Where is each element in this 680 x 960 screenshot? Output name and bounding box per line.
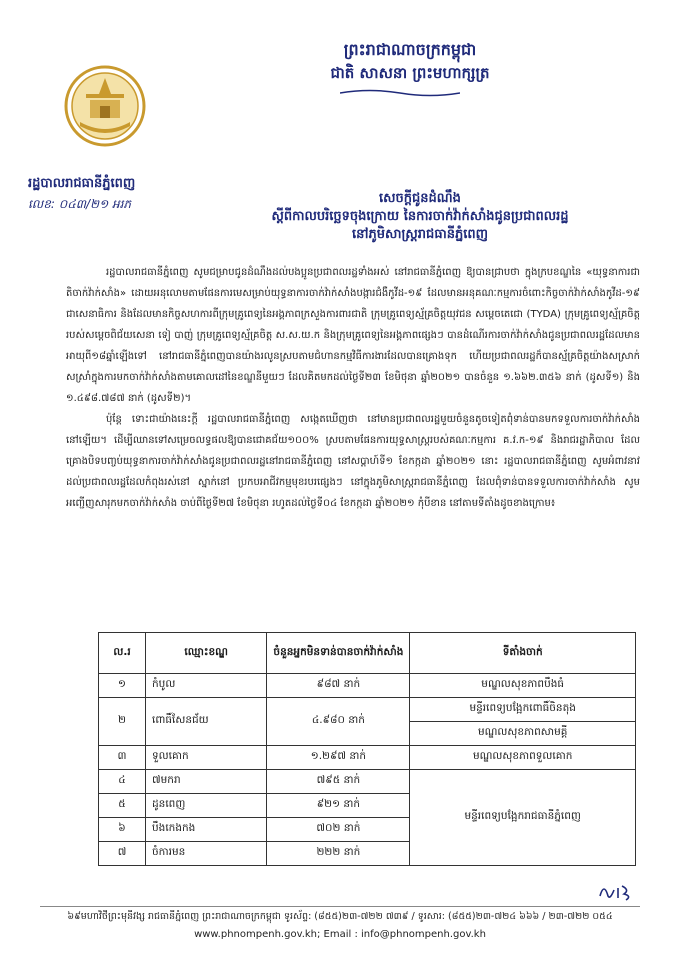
row-count: ៤.៩៨០ នាក់ xyxy=(267,698,410,746)
row-district: ដូនពេញ xyxy=(146,794,267,818)
row-no: ២ xyxy=(99,698,146,746)
row-district: ពោធិ៍សែនជ័យ xyxy=(146,698,267,746)
row-count: ១.២៩៧ នាក់ xyxy=(267,746,410,770)
row-count: ៧០២ នាក់ xyxy=(267,818,410,842)
sender-org: រដ្ឋបាលរាជធានីភ្នំពេញ xyxy=(28,176,136,191)
table-row xyxy=(99,770,636,794)
kingdom-heading: ព្រះរាជាណាចក្រកម្ពុជា xyxy=(343,40,477,59)
row-location: មន្ទីរពេទ្យបង្អែកពោធិ៍ចិនតុង xyxy=(410,698,636,722)
title-line-2: ស្តីពីកាលបរិច្ឆេទចុងក្រោយ នៃការចាក់វ៉ាក់សាំងជូនប្រជាពលរដ្ឋ xyxy=(271,209,569,224)
header-district: ឈ្មោះខណ្ឌ xyxy=(146,633,267,674)
row-location: មណ្ឌលសុខភាពទួលគោក xyxy=(410,746,636,770)
ministry-seal-icon xyxy=(64,64,146,148)
row-district: បឹងកេងកង xyxy=(146,818,267,842)
table-header-row xyxy=(99,633,636,674)
title-line-3: នៅភូមិសាស្ត្ររាជធានីភ្នំពេញ xyxy=(352,227,488,242)
table-row xyxy=(99,698,636,722)
table-row xyxy=(99,746,636,770)
row-district: កំបូល xyxy=(146,674,267,698)
row-district: ចំការមន xyxy=(146,842,267,866)
initials-signature-icon xyxy=(596,880,636,902)
header-location: ទីតាំងចាក់ xyxy=(410,633,636,674)
row-count: ៧៩៥ នាក់ xyxy=(267,770,410,794)
body-paragraph-1: រដ្ឋបាលរាជធានីភ្នំពេញ សូមជម្រាបជូនដំណឹងដល់បងប្អូនប្រជាពលរដ្ឋទាំងអស់ នៅរាជធានីភ្នំពេញ ឱ្យបានជ្រាបថា ក្នុងក្របខណ្ឌនៃ «យុទ្ធនាការជាតិចាក់វ៉ាក់សាំង» ដោយអនុលោមតាមផែនការមេសម្រាប់យុទ្ធនាការចាក់វ៉ាក់សាំងបង្ការជំងឺកូវីដ-១៩ ដែលមានអនុគណៈកម្មការចំពោះកិច្ចចាក់វ៉ាក់សាំងកូវីដ-១៩ ជាសេនាធិការ និងដែលមានកិច្ចសហការពីក្រុមគ្រូពេទ្យនៃអង្គភាពក្រសួងការពារជាតិ ក្រុមគ្រូពេទ្យស្ម័គ្រចិត្តយុវជន សម្តេចតេជោ (TYDA) ក្រុមគ្រូពេទ្យស្ម័គ្រចិត្តរបស់សម្តេចពិជ័យសេនា ទៀ បាញ់ ក្រុមគ្រូពេទ្យស្ម័គ្រចិត្ត ស.ស.យ.ក និងក្រុមគ្រូពេទ្យនៃអង្គភាពផ្សេងៗ បានដំណើរការចាក់វ៉ាក់សាំងជូនប្រជាពលរដ្ឋដែលមានអាយុពី១៨ឆ្នាំឡើងទៅ នៅរាជធានីភ្នំពេញបានយ៉ាងរលូនស្របតាមជំហានកម្មវិធីការងារដែលបានគ្រោងទុក ហើយប្រជាពលរដ្ឋក៏បានស្ម័គ្រចិត្តយ៉ាងសស្រាក់សស្រាំក្នុងការមកចាក់វ៉ាក់សាំងតាមគោលដៅនៃខណ្ឌនីមួយៗ ដែលគិតមកដល់ថ្ងៃទី២៣ ខែមិថុនា ឆ្នាំ២០២១ បានចំនួន ១.៦៦២.៣៥៦ នាក់ (ដូសទី១) និង ១.៤៩៨.៧៨៧ នាក់ (ដូសទី២)។ xyxy=(66,267,640,404)
footer-address: ៦៩មហាវិថីព្រះមុនីវង្ស រាជធានីភ្នំពេញ ព្រះរាជាណាចក្រកម្ពុជា ទូរស័ព្ទ: (៨៥៥)២៣-៧២២ ៧៣៩ / ទូរសារ: (៨៥៥)២៣-៧២៤ ៦៦៦ / ២៣-៧២២ ០៥៤ xyxy=(67,911,613,922)
row-district: ៧មករា xyxy=(146,770,267,794)
national-motto: ជាតិ សាសនា ព្រះមហាក្សត្រ xyxy=(330,64,490,82)
row-no: ៣ xyxy=(99,746,146,770)
row-district: ទួលគោក xyxy=(146,746,267,770)
notice-body xyxy=(66,262,640,514)
table-row xyxy=(99,674,636,698)
row-location-merged: មន្ទីរពេទ្យបង្អែករាជធានីភ្នំពេញ xyxy=(410,770,636,866)
row-count: ២២២ នាក់ xyxy=(267,842,410,866)
header-count: ចំនួនអ្នកមិនទាន់បានចាក់វ៉ាក់សាំង xyxy=(267,633,410,674)
footer-contact: www.phnompenh.gov.kh; Email : info@phnompenh.gov.kh xyxy=(194,929,486,940)
footer-divider xyxy=(40,906,640,907)
row-location-secondary: មណ្ឌលសុខភាពសាមគ្គី xyxy=(410,722,636,746)
row-no: ៧ xyxy=(99,842,146,866)
row-count: ៩៨៧ នាក់ xyxy=(267,674,410,698)
row-location: មណ្ឌលសុខភាពបឹងធំ xyxy=(410,674,636,698)
body-paragraph-2: ប៉ុន្តែ ទោះជាយ៉ាងនេះក្តី រដ្ឋបាលរាជធានីភ្នំពេញ សង្កេតឃើញថា នៅមានប្រជាពលរដ្ឋមួយចំនួនតូចទៀតពុំទាន់បានមកទទួលការចាក់វ៉ាក់សាំងនៅឡើយ។ ដើម្បីឈានទៅសម្រេចលទ្ធផលឱ្យបានជោគជ័យ១០០% ស្របតាមផែនការយុទ្ធសាស្ត្ររបស់គណៈកម្មការ គ.វ.ក-១៩ និងរាជរដ្ឋាភិបាល ដែលគ្រោងបិទបញ្ចប់យុទ្ធនាការចាក់វ៉ាក់សាំងជូនប្រជាពលរដ្ឋនៅរាជធានីភ្នំពេញ នៅសប្តាហ៍ទី១ ខែកក្កដា ឆ្នាំ២០២១ នោះ រដ្ឋបាលរាជធានីភ្នំពេញ សូមអំពាវនាវដល់ប្រជាពលរដ្ឋដែលកំពុងរស់នៅ ស្នាក់នៅ ប្រកបអាជីវកម្មមុខរបរផ្សេងៗ នៅក្នុងភូមិសាស្ត្ររាជធានីភ្នំពេញ ដែលពុំទាន់បានទទួលការចាក់វ៉ាក់សាំង សូមអញ្ជើញសារុកមកចាក់វ៉ាក់សាំង ចាប់ពីថ្ងៃទី២៧ ខែមិថុនា រហូតដល់ថ្ងៃទី០៤ ខែកក្កដា ឆ្នាំ២០២១ កុំបីខាន នៅតាមទីតាំងដូចខាងក្រោម៖ xyxy=(66,414,640,509)
row-count: ៩២១ នាក់ xyxy=(267,794,410,818)
title-line-1: សេចក្តីជូនដំណឹង xyxy=(379,191,461,206)
notice-title xyxy=(200,190,640,244)
row-no: ១ xyxy=(99,674,146,698)
row-no: ៤ xyxy=(99,770,146,794)
row-no: ៦ xyxy=(99,818,146,842)
header-no: ល.រ xyxy=(99,633,146,674)
reference-number: លេខ: ០៤៣/២១ អរភ xyxy=(28,197,132,211)
vaccination-table xyxy=(98,632,636,866)
row-no: ៥ xyxy=(99,794,146,818)
ornament-divider-icon xyxy=(340,88,460,98)
